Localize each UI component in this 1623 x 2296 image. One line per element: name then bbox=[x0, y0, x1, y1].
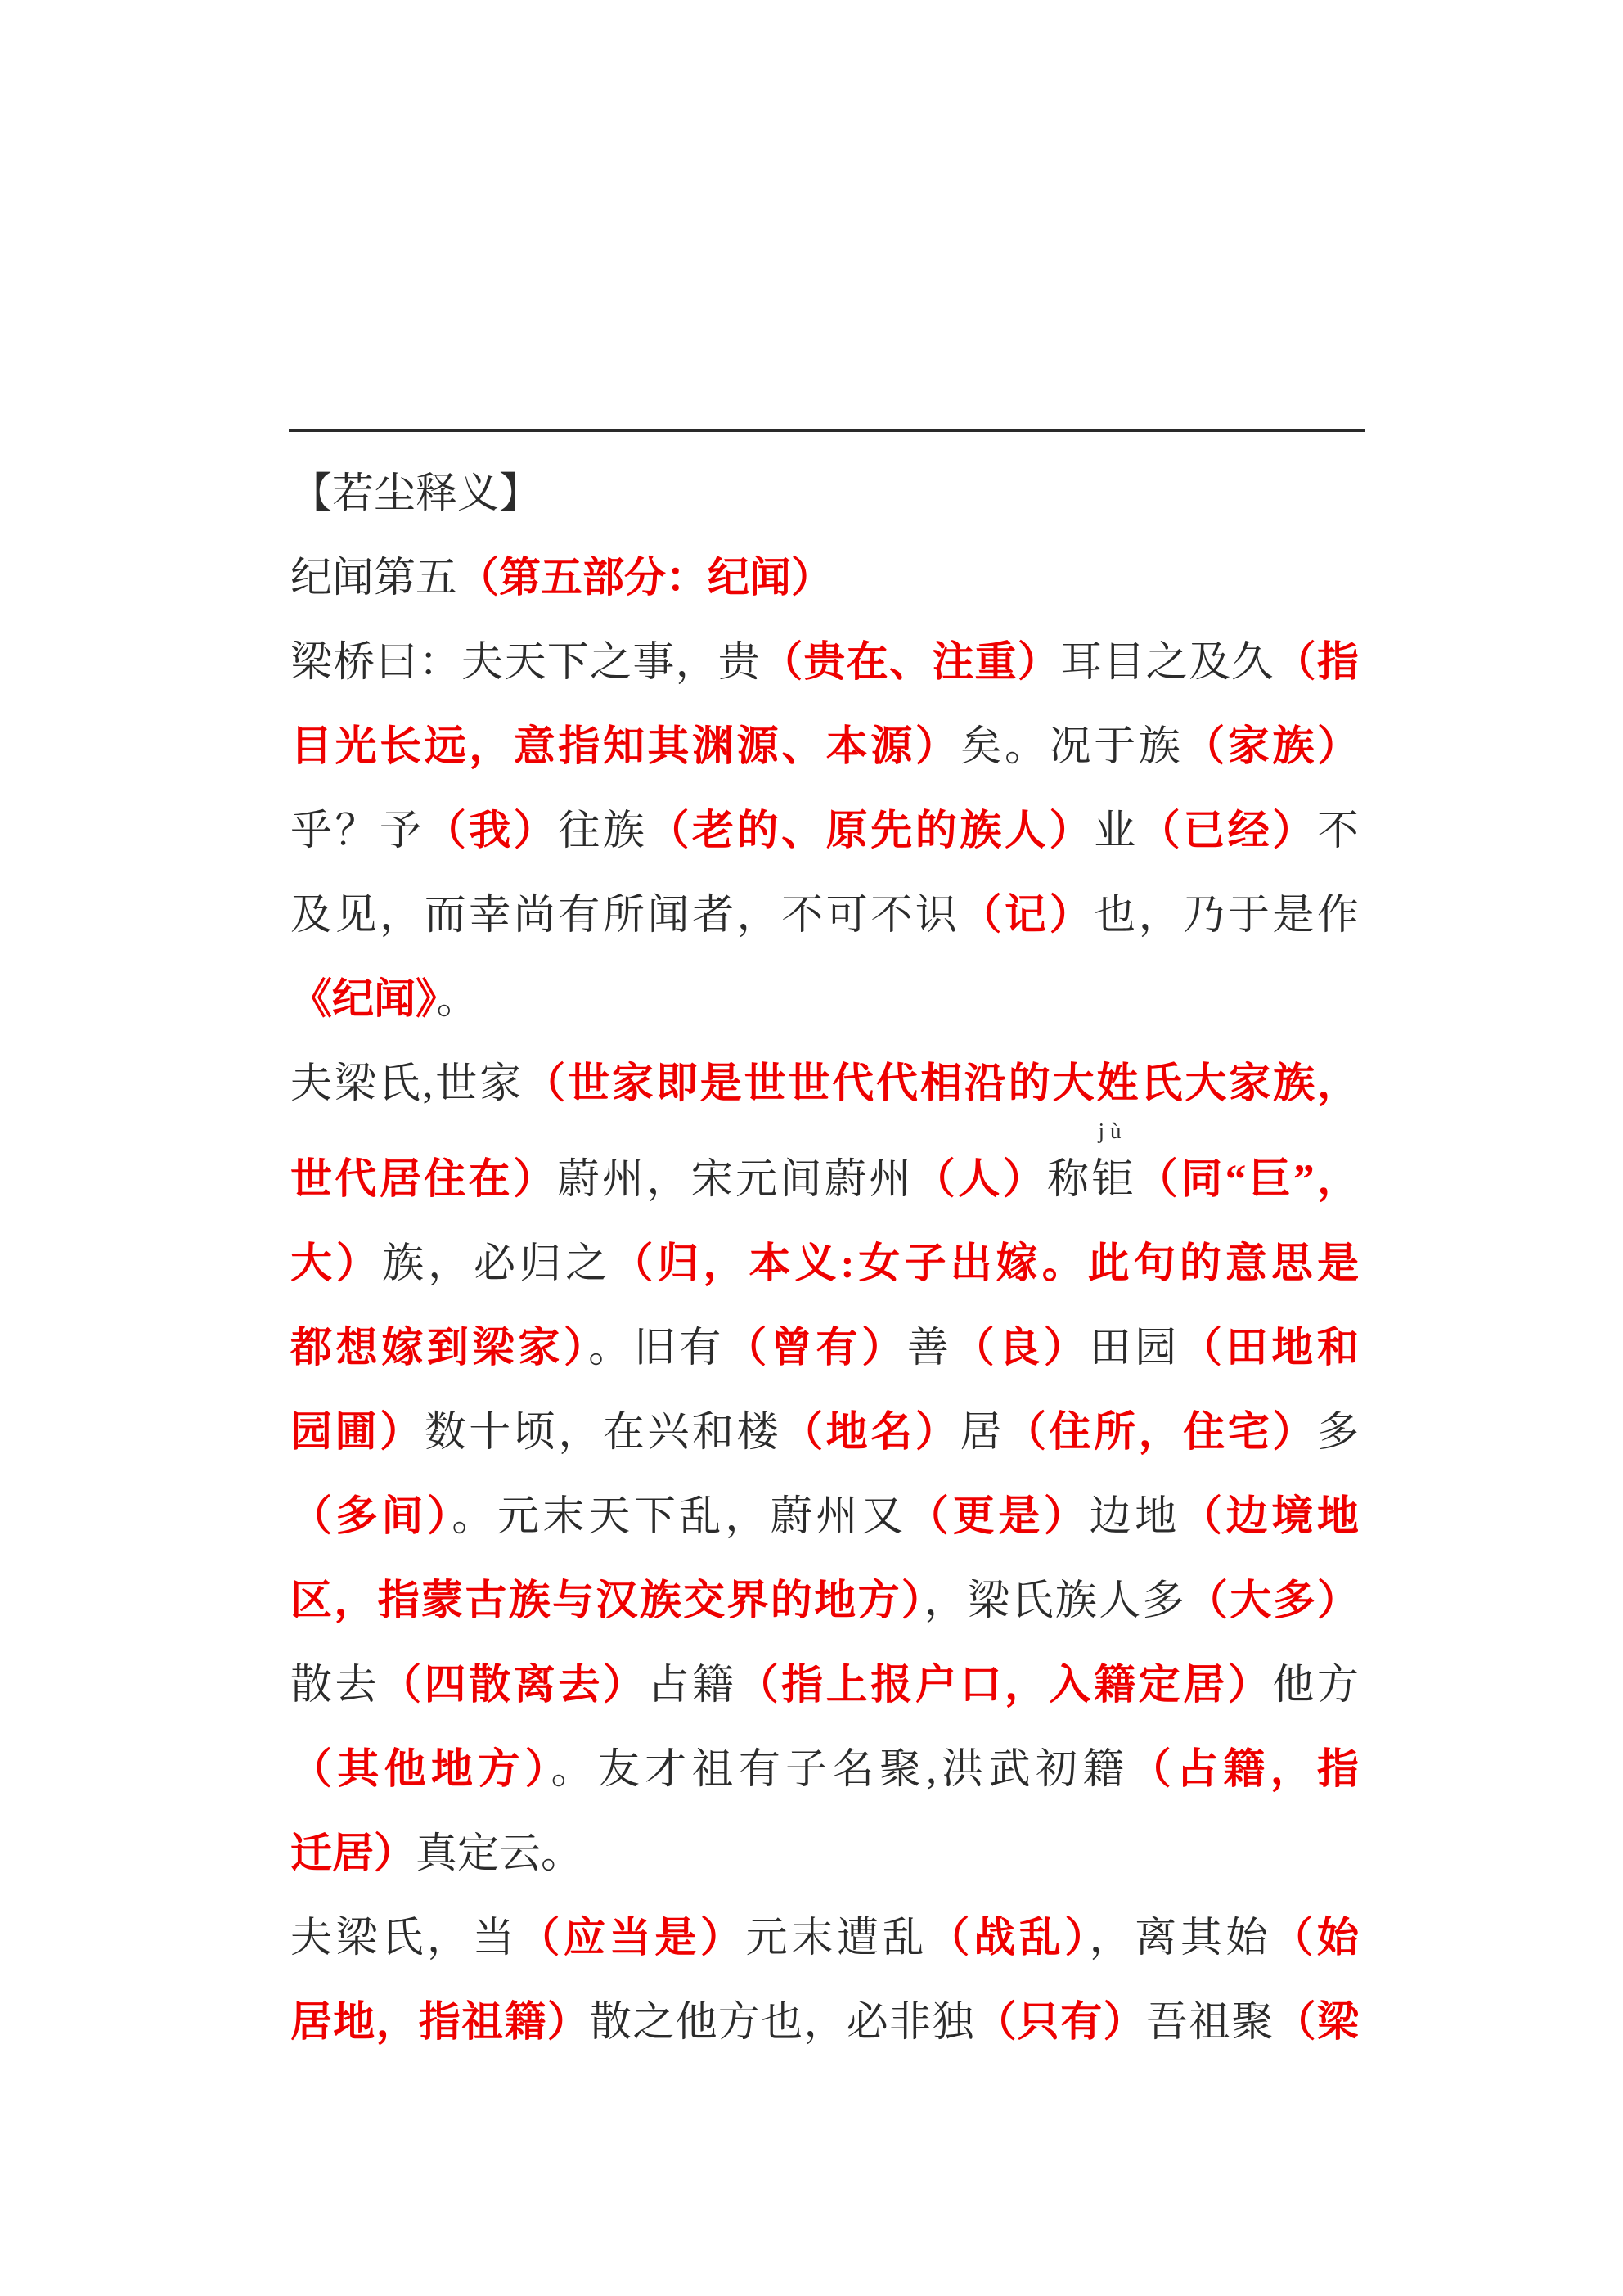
original-text-segment: 【若尘释义】 bbox=[290, 471, 542, 517]
original-text-segment: 善 bbox=[906, 1326, 953, 1371]
original-text-segment: 蔚州，宋元间蔚州 bbox=[557, 1157, 914, 1203]
original-text-segment: 也，乃于是作 bbox=[1094, 893, 1359, 939]
annotation-text-segment: （战乱） bbox=[928, 1916, 1090, 1961]
annotation-text-segment: （家族） bbox=[1183, 724, 1359, 770]
original-text-segment: 多 bbox=[1316, 1410, 1359, 1456]
text-line-4 bbox=[290, 705, 1359, 790]
original-text-segment: 。元末天下乱，蔚州又 bbox=[452, 1494, 907, 1540]
annotation-text-segment: 园圃） bbox=[290, 1410, 425, 1456]
annotation-text-segment: （记） bbox=[960, 893, 1095, 939]
original-text-segment: 他方 bbox=[1272, 1663, 1359, 1708]
original-text-segment: 乎？予 bbox=[290, 808, 425, 854]
text-line-14 bbox=[290, 1560, 1359, 1644]
text-line-5 bbox=[290, 790, 1359, 874]
annotation-text-segment: 居地，指祖籍） bbox=[290, 2000, 591, 2046]
annotation-text-segment: 世代居住在） bbox=[290, 1157, 558, 1203]
annotation-text-segment: （指上报户口，入籍定居） bbox=[736, 1663, 1273, 1708]
original-text-segment: 不 bbox=[1316, 808, 1359, 854]
annotation-text-segment: （第五部分：纪闻） bbox=[457, 556, 834, 601]
original-text-segment: 。友才祖有子名聚,洪武初籍 bbox=[551, 1747, 1130, 1793]
annotation-text-segment: （四散离去） bbox=[380, 1663, 648, 1708]
annotation-text-segment: 迁居） bbox=[290, 1831, 416, 1877]
original-text-segment: 占籍 bbox=[647, 1663, 737, 1708]
text-line-15 bbox=[290, 1644, 1359, 1728]
original-text-segment: 夫梁氏，当 bbox=[290, 1916, 519, 1961]
annotation-text-segment: （贵在、注重） bbox=[761, 640, 1061, 686]
text-line-10 bbox=[290, 1222, 1359, 1307]
text-line-9 bbox=[290, 1119, 1359, 1222]
ruby-annotated-char: 钜 jù bbox=[1091, 1119, 1134, 1203]
section-divider-rule bbox=[289, 429, 1365, 432]
text-line-2 bbox=[290, 537, 1359, 621]
original-text-segment: 业 bbox=[1094, 808, 1139, 854]
annotation-text-segment: 大） bbox=[290, 1241, 383, 1287]
annotation-text-segment: （同“巨”， bbox=[1133, 1157, 1359, 1203]
annotation-text-segment: （其他地方） bbox=[290, 1747, 551, 1793]
original-text-segment: 。 bbox=[436, 977, 479, 1023]
annotation-text-segment: 区，指蒙古族与汉族交界的地方） bbox=[290, 1578, 924, 1624]
original-text-segment: 梁桥曰：夫天下之事，贵 bbox=[290, 640, 762, 686]
text-line-11 bbox=[290, 1307, 1359, 1391]
annotation-text-segment: （梁 bbox=[1274, 2000, 1359, 2046]
annotation-text-segment: （指 bbox=[1274, 640, 1359, 686]
pinyin-annotation: jù bbox=[1098, 1119, 1127, 1143]
annotation-text-segment: （大多） bbox=[1185, 1578, 1359, 1624]
annotation-text-segment: （始 bbox=[1271, 1916, 1359, 1961]
original-text-segment: 散之他方也，必非独 bbox=[590, 2000, 975, 2046]
original-text-segment: 。旧有 bbox=[588, 1326, 726, 1371]
original-text-segment: 夫梁氏,世家 bbox=[290, 1061, 524, 1107]
original-text-segment: 元末遭乱 bbox=[745, 1916, 928, 1961]
original-text-segment: ，离其始 bbox=[1089, 1916, 1272, 1961]
text-line-8 bbox=[290, 1042, 1359, 1127]
ruby-line-spacer bbox=[290, 1127, 1359, 1138]
original-text-segment: 往族 bbox=[558, 808, 648, 854]
original-text-segment: 散去 bbox=[290, 1663, 380, 1708]
annotation-text-segment: （曾有） bbox=[725, 1326, 907, 1371]
original-text-segment: 吾祖聚 bbox=[1145, 2000, 1275, 2046]
annotation-text-segment: （老的、原先的族人） bbox=[647, 808, 1095, 854]
original-text-segment: ，梁氏族人多 bbox=[924, 1578, 1186, 1624]
annotation-text-segment: （占籍，指 bbox=[1129, 1747, 1359, 1793]
text-line-7 bbox=[290, 958, 1359, 1042]
original-text-segment: 耳目之及久 bbox=[1060, 640, 1275, 686]
annotation-text-segment: （人） bbox=[913, 1157, 1048, 1203]
original-text-segment: 边地 bbox=[1089, 1494, 1180, 1540]
annotation-text-segment: 都想嫁到梁家） bbox=[290, 1326, 589, 1371]
text-line-18 bbox=[290, 1897, 1359, 1981]
original-text-segment: 族，必归之 bbox=[382, 1241, 612, 1287]
original-text-segment: 纪闻第五 bbox=[290, 556, 458, 601]
original-text-segment: 数十顷，在兴和楼 bbox=[424, 1410, 782, 1456]
annotation-text-segment: 《纪闻》 bbox=[290, 977, 437, 1023]
original-text-segment: 矣。况于族 bbox=[960, 724, 1184, 770]
annotation-text-segment: （良） bbox=[952, 1326, 1090, 1371]
annotation-text-segment: （边境地 bbox=[1180, 1494, 1359, 1540]
annotation-text-segment: （田地和 bbox=[1180, 1326, 1359, 1371]
text-line-16 bbox=[290, 1728, 1359, 1812]
text-line-13 bbox=[290, 1475, 1359, 1560]
annotation-text-segment: （归，本义:女子出嫁。此句的意思是 bbox=[611, 1241, 1359, 1287]
annotation-text-segment: （住所，住宅） bbox=[1005, 1410, 1317, 1456]
text-line-19 bbox=[290, 1981, 1359, 2065]
annotation-text-segment: （多间） bbox=[290, 1494, 452, 1540]
text-line-6 bbox=[290, 874, 1359, 958]
text-line-1 bbox=[290, 452, 1359, 537]
original-text-segment: 田园 bbox=[1089, 1326, 1180, 1371]
text-line-17 bbox=[290, 1812, 1359, 1897]
text-line-3 bbox=[290, 621, 1359, 705]
annotation-text-segment: （世家即是世世代代相沿的大姓氏大家族， bbox=[524, 1061, 1359, 1107]
annotation-text-segment: 目光长远，意指知其渊源、本源） bbox=[290, 724, 960, 770]
annotation-text-segment: （应当是） bbox=[518, 1916, 746, 1961]
original-text-segment: 称 bbox=[1047, 1157, 1092, 1203]
annotation-text-segment: （地名） bbox=[781, 1410, 960, 1456]
original-text-segment: 居 bbox=[960, 1410, 1005, 1456]
annotation-text-segment: （更是） bbox=[906, 1494, 1090, 1540]
original-text-segment: 及见，而幸尚有所闻者，不可不识 bbox=[290, 893, 960, 939]
text-line-12 bbox=[290, 1391, 1359, 1475]
annotation-text-segment: （已经） bbox=[1138, 808, 1317, 854]
annotation-text-segment: （我） bbox=[424, 808, 559, 854]
original-text-segment: 真定云。 bbox=[416, 1831, 583, 1877]
annotation-text-segment: （只有） bbox=[974, 2000, 1146, 2046]
annotated-text-body bbox=[290, 452, 1359, 2065]
